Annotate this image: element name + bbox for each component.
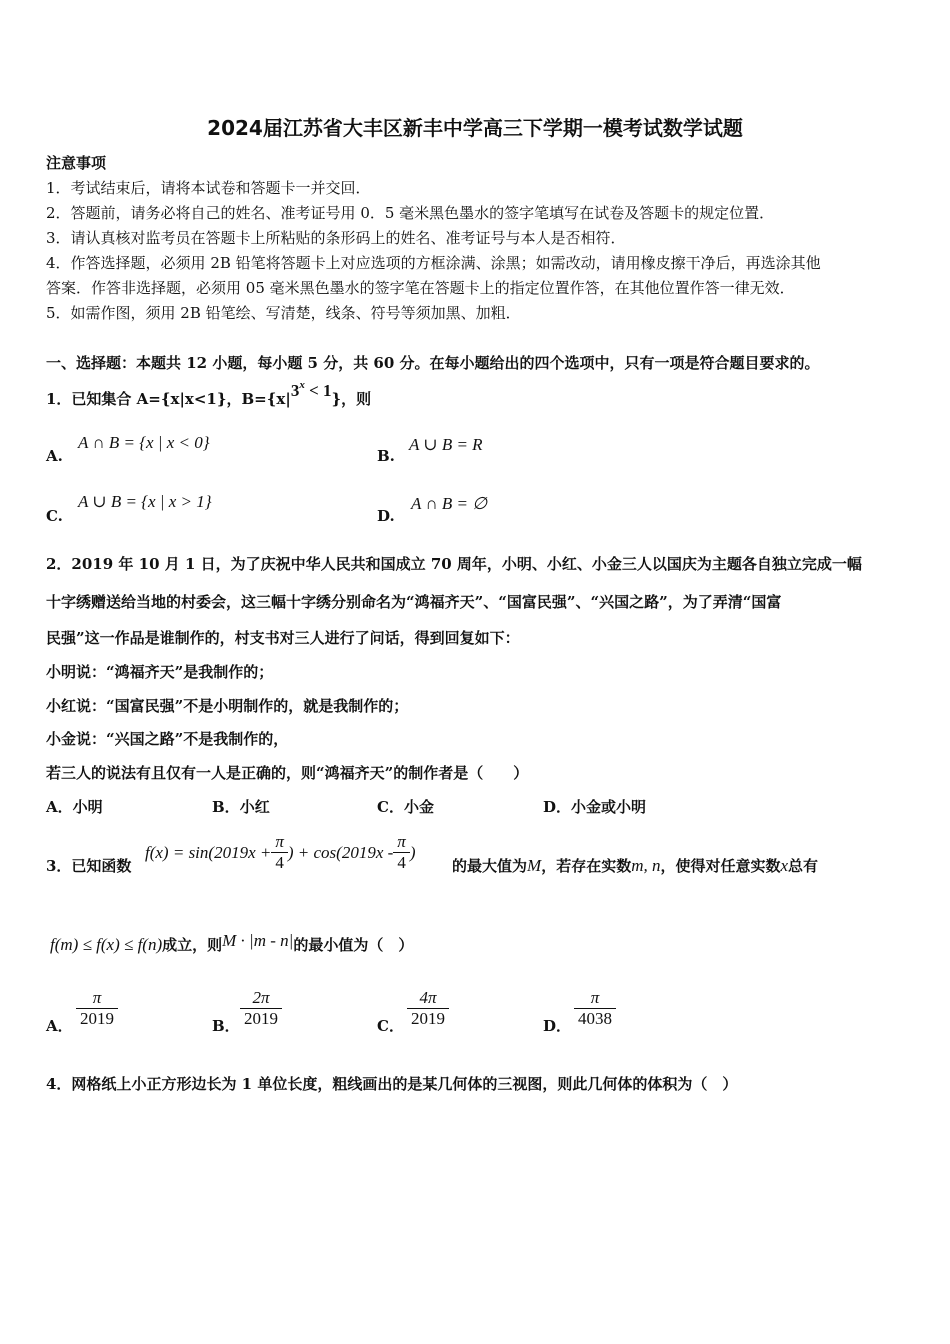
q3-option-b: $\frac{2\pi}{2019}$ [240, 988, 282, 1029]
notice-heading: 注意事项 [46, 154, 107, 172]
notice-item: 1．考试结束后，请将本试卷和答题卡一并交回． [46, 179, 371, 197]
q2-option-c: C．小金 [377, 798, 434, 816]
q1-option-a: A ∩ B = {x | x < 0} [78, 433, 210, 452]
q1-option-c-label: C. [46, 507, 63, 525]
q2-option-a: A．小明 [46, 798, 103, 816]
q3-frac-pi-4: $\frac{\pi}{4}$ [393, 832, 410, 873]
q3-stem-max: 的最大值为M，若存在实数m, n，使得对任意实数x总有 [452, 856, 819, 875]
notice-item: 5．如需作图，须用 2B 铅笔绘、写清楚，线条、符号等须加黑、加粗． [46, 304, 521, 322]
q2-option-b: B．小红 [212, 798, 270, 816]
question-2-line: 小明说：“鸿福齐天”是我制作的； [46, 663, 274, 681]
q3-frac-pi-4: $\frac{\pi}{4}$ [271, 832, 288, 873]
q1-option-d-label: D. [377, 507, 395, 525]
notice-item: 答案．作答非选择题，必须用 05 毫米黑色墨水的签字笔在答题卡上的指定位置作答，在其他位置作答一律无效． [46, 279, 795, 297]
q3-option-c: $\frac{4\pi}{2019}$ [407, 988, 449, 1029]
question-4-stem: 4．网格纸上小正方形边长为 1 单位长度，粗线画出的是某几何体的三视图，则此几何体的体积为（ ） [46, 1075, 738, 1093]
question-2-line: 若三人的说法有且仅有一人是正确的，则“鸿福齐天”的制作者是（ ） [46, 764, 529, 782]
q1-option-b: A ∪ B = R [409, 435, 483, 454]
q1-stem-text: 1．已知集合 A={x|x<1}，B={x| [46, 390, 291, 408]
q3-option-d: $\frac{\pi}{4038}$ [574, 988, 616, 1029]
question-2-line: 2．2019 年 10 月 1 日，为了庆祝中华人民共和国成立 70 周年，小明、小红、小金三人以国庆为主题各自独立完成一幅 [46, 555, 862, 573]
question-2-line: 小红说：“国富民强”不是小明制作的，就是我制作的； [46, 697, 409, 715]
page-title: 2024届江苏省大丰区新丰中学高三下学期一模考试数学试题 [207, 116, 743, 140]
q3-function: f(x) = sin(2019x + $\frac{\pi}{4}$ ) + cos(2019x - $\frac{\pi}{4}$ ) [145, 832, 416, 872]
notice-item: 4．作答选择题，必须用 2B 铅笔将答题卡上对应选项的方框涂满、涂黑；如需改动，请用橡皮擦干净后，再选涂其他 [46, 254, 821, 272]
q3-option-b-label: B． [212, 1017, 240, 1035]
q1-power-base: 3 [290, 381, 300, 400]
q3-option-d-label: D． [543, 1017, 572, 1035]
q1-option-d: A ∩ B = ∅ [411, 494, 488, 513]
q2-option-d: D．小金或小明 [543, 798, 647, 816]
q1-stem-end: }，则 [331, 390, 372, 408]
q1-option-c: A ∪ B = {x | x > 1} [78, 492, 212, 511]
q1-option-a-label: A. [46, 447, 63, 465]
q3-option-c-label: C． [377, 1017, 404, 1035]
q1-option-b-label: B. [377, 447, 395, 465]
q1-inequality: < 1 [304, 381, 332, 400]
notice-item: 3．请认真核对监考员在答题卡上所粘贴的条形码上的姓名、准考证号与本人是否相符． [46, 229, 626, 247]
notice-item: 2．答题前，请务必将自己的姓名、准考证号用 0．5 毫米黑色墨水的签字笔填写在试卷及答题卡的规定位置． [46, 204, 775, 222]
q3-stem-start: 3．已知函数 [46, 857, 132, 875]
q1-power-exp: x [299, 379, 305, 391]
question-2-line: 民强”这一作品是谁制作的，村支书对三人进行了问话，得到回复如下： [46, 629, 520, 647]
question-1-stem [46, 379, 372, 409]
q3-option-a: $\frac{\pi}{2019}$ [76, 988, 118, 1029]
section-heading: 一、选择题：本题共 12 小题，每小题 5 分，共 60 分。在每小题给出的四个选项中，只有一项是符合题目要求的。 [46, 354, 820, 372]
question-2-line: 小金说：“兴国之路”不是我制作的， [46, 730, 289, 748]
q3-condition: f(m) ≤ f(x) ≤ f(n)成立，则M · |m - n|的最小值为（ ） [50, 931, 414, 954]
q3-option-a-label: A． [46, 1017, 73, 1035]
question-2-line: 十字绣赠送给当地的村委会，这三幅十字绣分别命名为“鸿福齐天”、“国富民强”、“兴国之路”，为了弄清“国富 [46, 593, 782, 611]
